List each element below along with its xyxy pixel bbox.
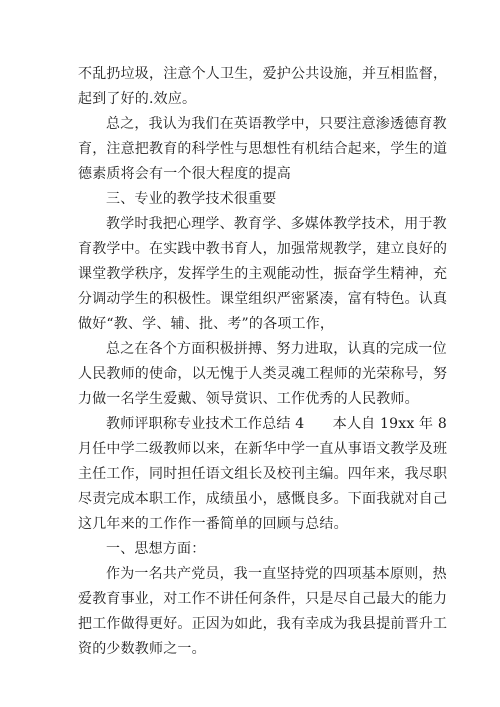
text-line: 资的少数教师之一。 (78, 641, 206, 657)
text-line: 把工作做得更好。正因为如此，我有幸成为我县提前晋升工 (78, 616, 448, 632)
text-line: 爱教育事业，对工作不讲任何条件，只是尽自己最大的能力 (78, 591, 448, 607)
text-line: 力做一名学生爱戴、领导赏识、工作优秀的人民教师。 (78, 391, 419, 407)
text-line: 育，注意把教育的科学性与思想性有机结合起来，学生的道 (78, 141, 448, 157)
text-line: 人民教师的使命，以无愧于人类灵魂工程师的光荣称号，努 (78, 366, 448, 382)
document-page (78, 62, 448, 662)
text-line: 教师评职称专业技术工作总结 4 本人自 19xx 年 8 (106, 416, 448, 432)
text-line: 尽责完成本职工作，成绩虽小，感慨良多。下面我就对自己 (78, 491, 448, 507)
text-line: 做好“教、学、辅、批、考”的各项工作， (78, 316, 335, 332)
text-line: 德素质将会有一个很大程度的提高 (78, 166, 291, 182)
text-line: 教学时我把心理学、教育学、多媒体教学技术，用于教 (106, 216, 447, 232)
text-line: 起到了好的.效应。 (78, 91, 197, 107)
text-line: 分调动学生的积极性。课堂组织严密紧凑，富有特色。认真 (78, 291, 448, 307)
text-line: 一、思想方面： (106, 541, 206, 557)
text-line: 总之，我认为我们在英语教学中，只要注意渗透德育教 (106, 116, 447, 132)
text-line: 课堂教学秩序，发挥学生的主观能动性，振奋学生精神，充 (78, 266, 448, 282)
text-line: 这几年来的工作作一番简单的回顾与总结。 (78, 516, 348, 532)
text-line: 作为一名共产党员，我一直坚持党的四项基本原则，热 (106, 566, 447, 582)
text-line: 月任中学二级教师以来，在新华中学一直从事语文教学及班 (78, 441, 448, 457)
text-line: 不乱扔垃圾，注意个人卫生，爱护公共设施，并互相监督， (78, 66, 448, 82)
text-line: 育教学中。在实践中教书育人，加强常规教学，建立良好的 (78, 241, 448, 257)
text-line: 三、专业的教学技术很重要 (106, 191, 277, 207)
text-line: 总之在各个方面积极拼搏、努力进取，认真的完成一位 (106, 341, 447, 357)
text-line: 主任工作，同时担任语文组长及校刊主编。四年来，我尽职 (78, 466, 448, 482)
